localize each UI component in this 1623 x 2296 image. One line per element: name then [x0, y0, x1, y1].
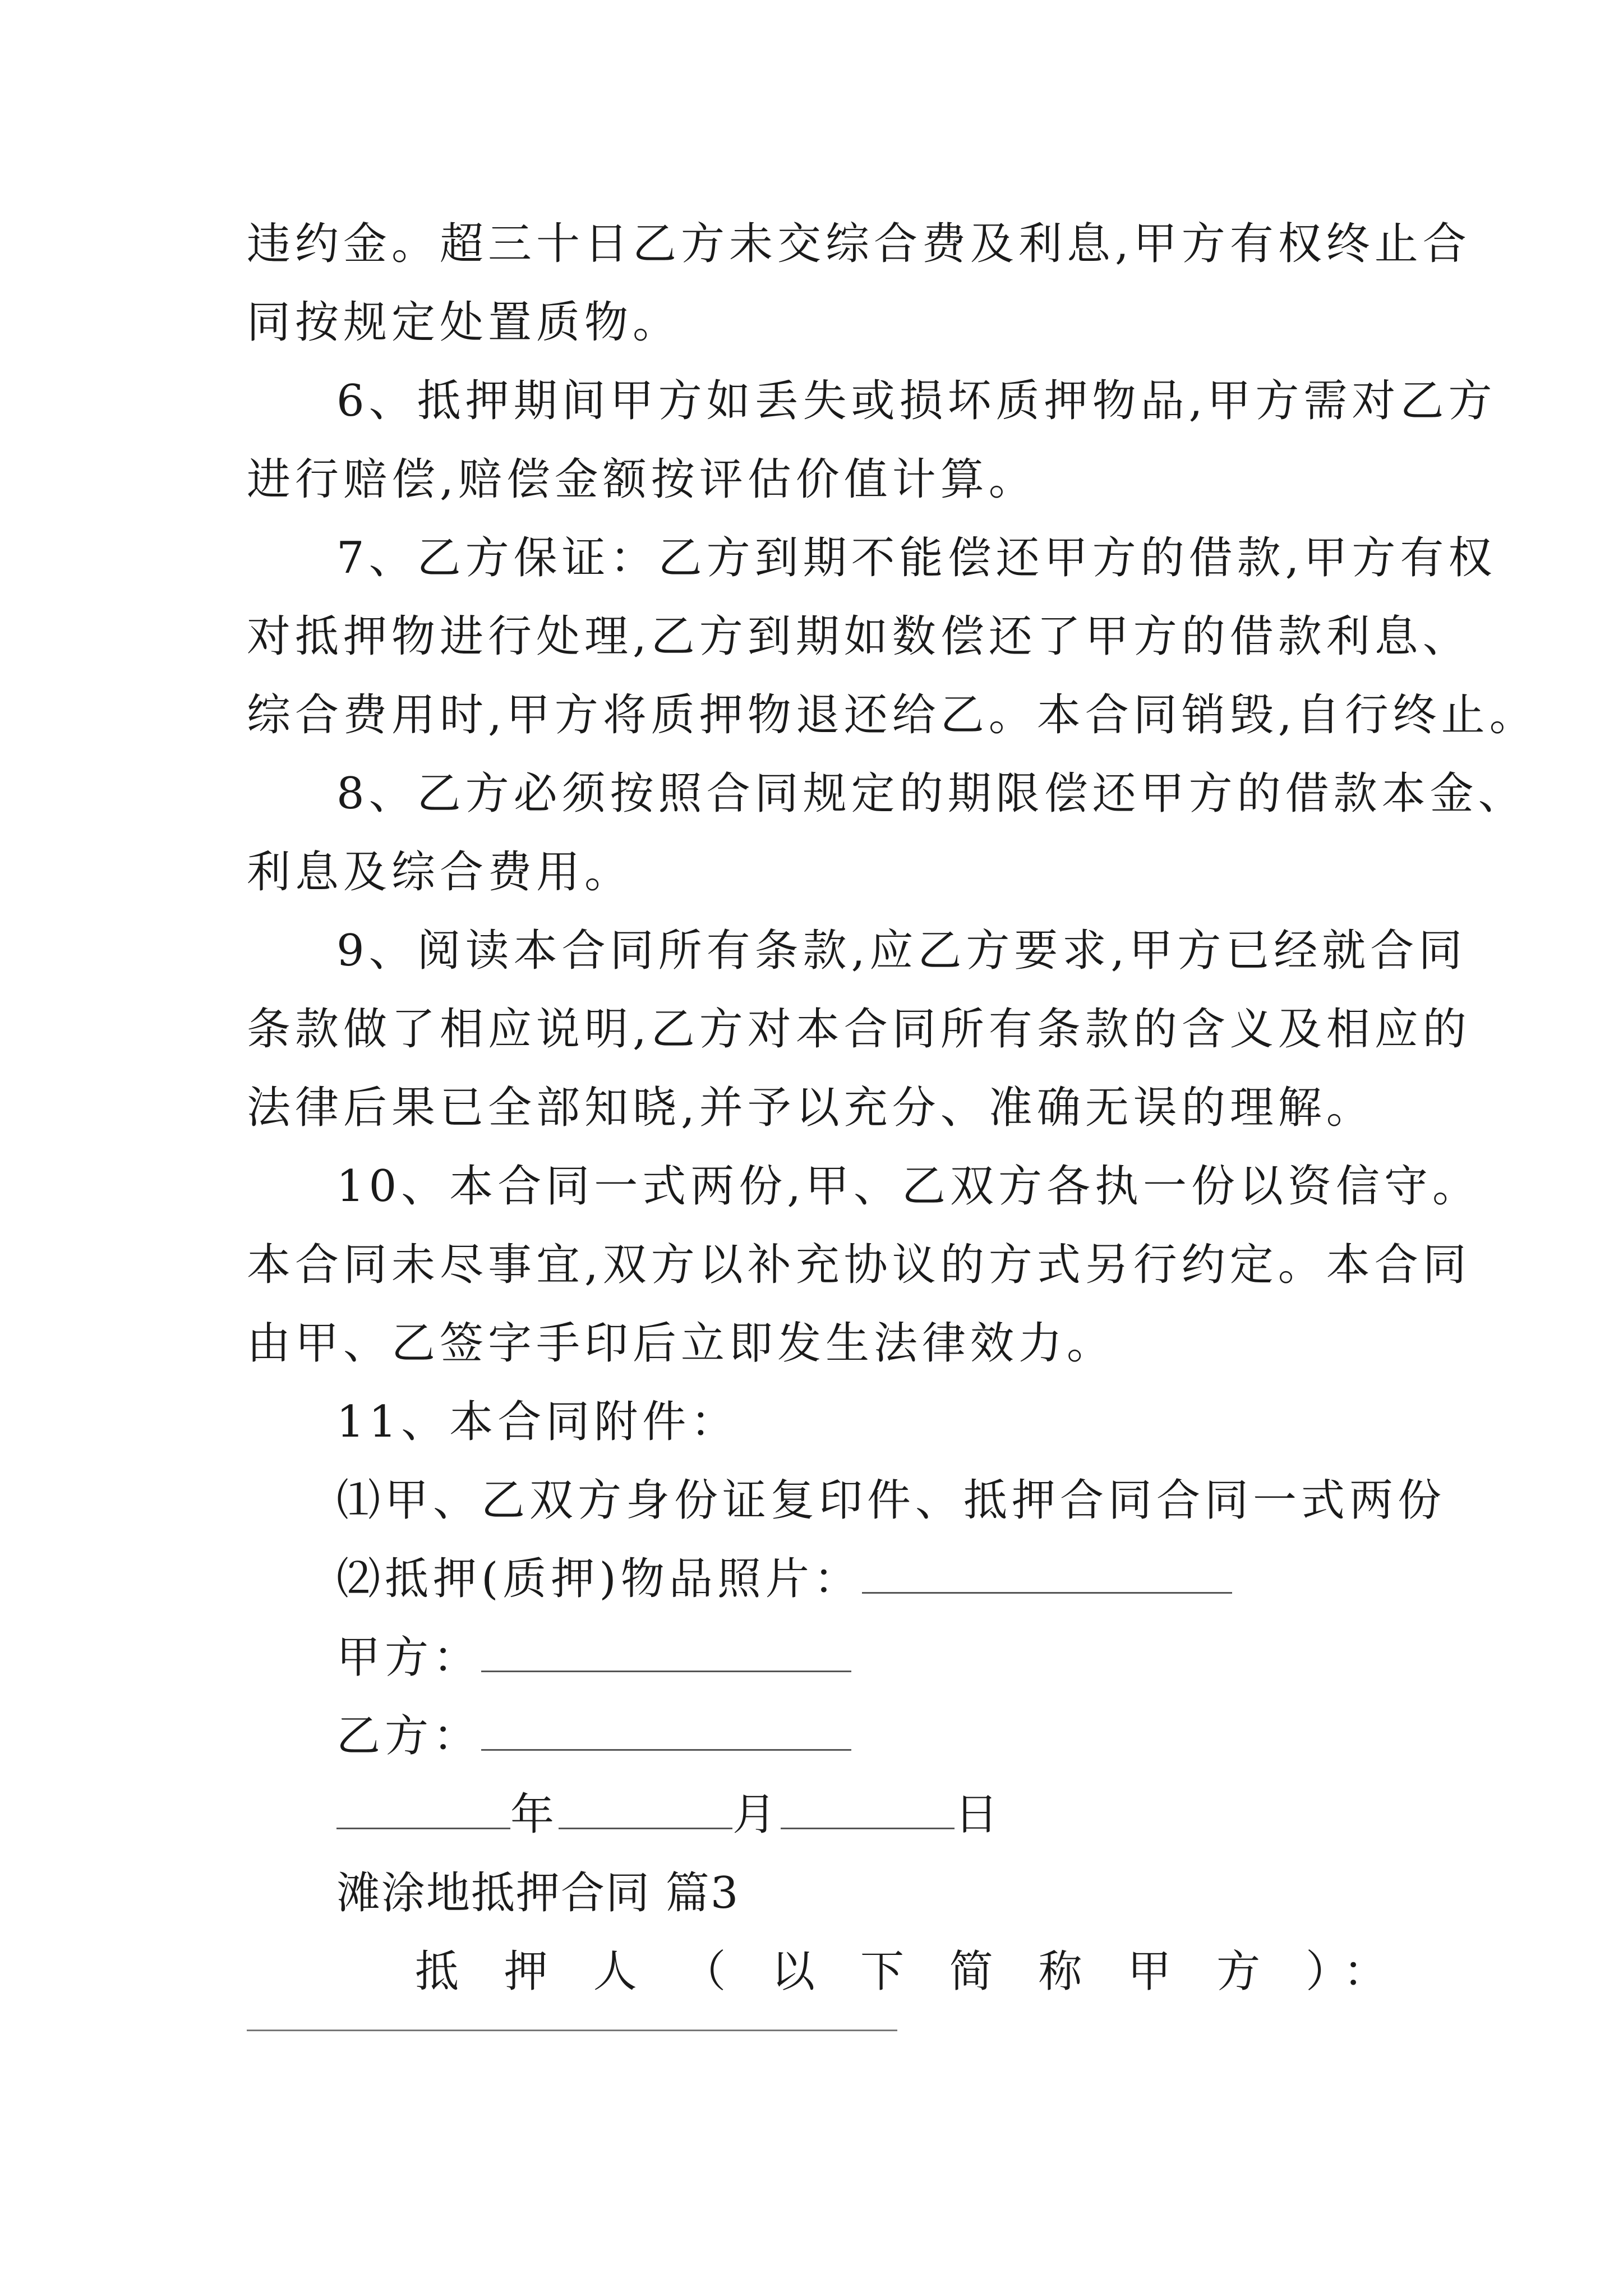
party-a-label: 甲方：	[336, 1632, 482, 1683]
attachment-photo-label: ⑵抵押(质押)物品照片：	[336, 1554, 862, 1604]
year-label: 年	[510, 1789, 559, 1840]
clause-6-line-2: 进行赔偿,赔偿金额按评估价值计算。	[247, 454, 1037, 505]
clause-9-line-2: 条款做了相应说明,乙方对本合同所有条款的含义及相应的	[247, 1004, 1471, 1055]
clause-7-line-2: 对抵押物进行处理,乙方到期如数偿还了甲方的借款利息、	[247, 611, 1471, 662]
party-b-label: 乙方：	[336, 1711, 482, 1761]
clause-8-line-1: 8、乙方必须按照合同规定的期限偿还甲方的借款本金、	[336, 769, 1527, 819]
clause-10-line-2: 本合同未尽事宜,双方以补充协议的方式另行约定。本合同	[247, 1240, 1471, 1290]
month-blank-line	[559, 1793, 732, 1829]
attachment-2	[336, 1551, 1486, 1607]
text-line-2: 同按规定处置质物。	[247, 297, 681, 348]
date-line	[336, 1787, 1486, 1843]
month-label: 月	[732, 1789, 781, 1840]
clause-8-line-2: 利息及综合费用。	[247, 847, 633, 898]
text-line-1: 违约金。超三十日乙方未交综合费及利息,甲方有权终止合	[247, 219, 1471, 269]
party-b-signature	[336, 1708, 1486, 1764]
party-a-signature	[336, 1630, 1486, 1686]
clause-11-heading: 11、本合同附件：	[336, 1397, 739, 1447]
mortgagor-blank-line	[247, 2030, 897, 2031]
day-blank-line	[781, 1793, 955, 1829]
photo-blank-line	[862, 1557, 1232, 1594]
attachment-1: ⑴甲、乙双方身份证复印件、抵押合同合同一式两份	[336, 1475, 1446, 1526]
section-title: 滩涂地抵押合同 篇3	[336, 1868, 740, 1918]
clause-9-line-1: 9、阅读本合同所有条款,应乙方要求,甲方已经就合同	[336, 926, 1467, 976]
year-blank-line	[336, 1793, 510, 1829]
day-label: 日	[955, 1789, 1003, 1840]
clause-7-line-3: 综合费用时,甲方将质押物退还给乙。本合同销毁,自行终止。	[247, 690, 1538, 740]
clause-9-line-3: 法律后果已全部知晓,并予以充分、准确无误的理解。	[247, 1083, 1375, 1133]
party-a-blank-line	[481, 1636, 851, 1672]
clause-10-line-1: 10、本合同一式两份,甲、乙双方各执一份以资信守。	[336, 1161, 1481, 1212]
mortgagor-line: 抵 押 人 （ 以 下 简 称 甲 方 ）：	[415, 1947, 1403, 1997]
clause-6-line-1: 6、抵押期间甲方如丢失或损坏质押物品,甲方需对乙方	[336, 376, 1497, 426]
clause-10-line-3: 由甲、乙签字手印后立即发生法律效力。	[247, 1318, 1115, 1369]
party-b-blank-line	[481, 1714, 851, 1751]
clause-7-line-1: 7、乙方保证：乙方到期不能偿还甲方的借款,甲方有权	[336, 533, 1497, 583]
